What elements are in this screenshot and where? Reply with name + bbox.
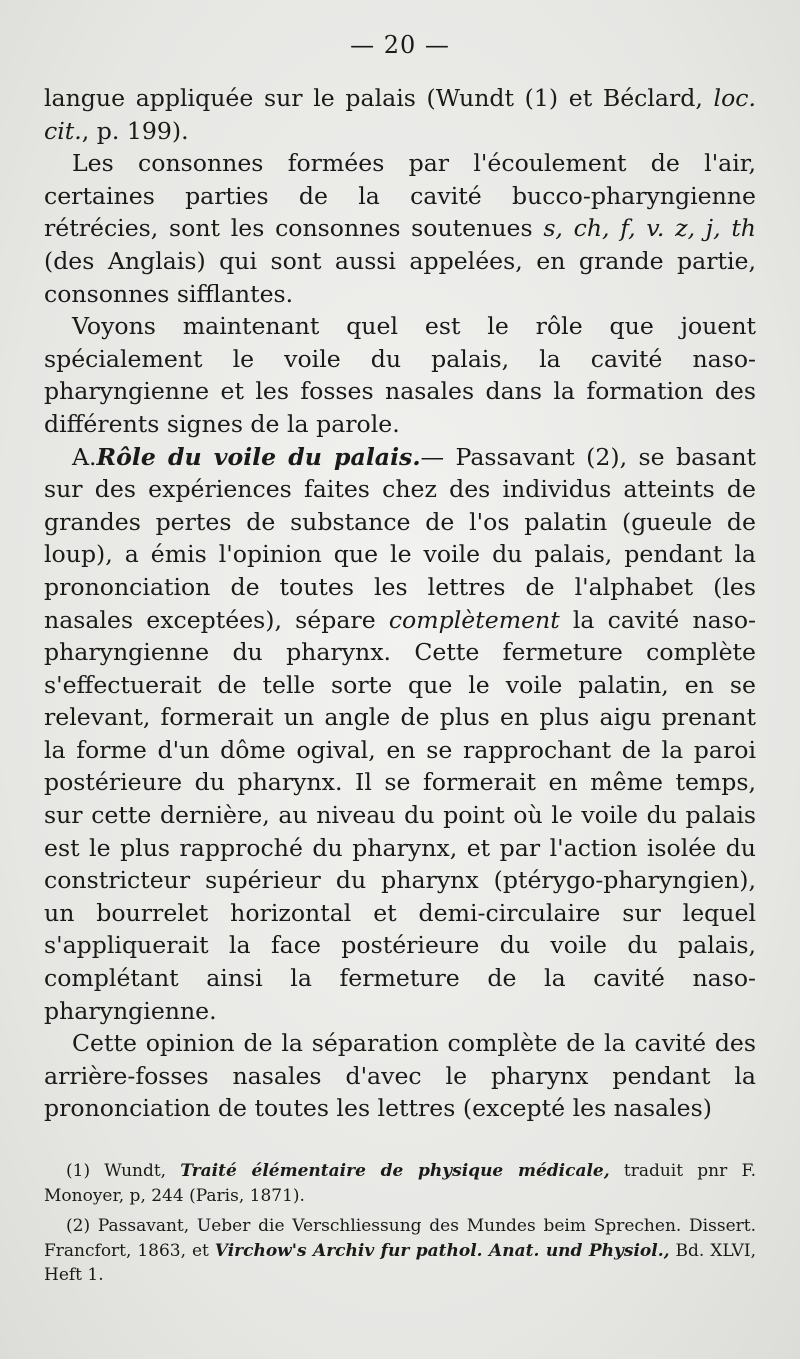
footnotes — [44, 1159, 756, 1288]
footnote-1 — [44, 1159, 756, 1208]
footnote-2-text-b: Bd. XLVI, Heft 1. — [44, 1240, 757, 1285]
section-letter: A. — [72, 442, 97, 471]
footnote-1-text-a: (1) Wundt, — [66, 1161, 181, 1181]
paragraph-4-emphasis: complètement — [388, 605, 560, 634]
paragraph-1-text: langue appliquée sur le palais (Wundt (1) et Béclard, — [44, 84, 714, 112]
body-text — [44, 82, 756, 1125]
footnote-1-text-b: traduit pnr F. Monoyer, p, 244 (Paris, 1871). — [44, 1161, 756, 1206]
footnote-2-title: Virchow's Archiv fur pathol. Anat. und Physiol., — [214, 1240, 670, 1261]
footnote-2-text-a: (2) Passavant, Ueber die Verschliessung des Mundes beim Sprechen. Dissert. Francfort, 1863, et — [44, 1216, 756, 1261]
paragraph-4 — [44, 441, 756, 1028]
section-title: Rôle du voile du palais. — [96, 442, 421, 471]
paragraph-4-text-b: la cavité naso-pharyngienne du pharynx. Cette fermeture complète s'effectuerait de telle sorte que le voile palatin, en se relevant, formerait un angle de plus en plus aigu prenant la forme d'un dôme ogival, en se rapprochant de la paroi postérieure du pharynx. Il se formerait en même temps, sur cette dernière, au niveau du point où le voile du palais est le plus rapproché du pharynx, et par l'action isolée du constricteur supérieur du pharynx (ptérygo-pharyngien), un bourrelet horizontal et demi-circulaire sur lequel s'appliquerait la face postérieure du voile du palais, complétant ainsi la fermeture de la cavité naso-pharyngienne. — [44, 605, 756, 1025]
paragraph-5: Cette opinion de la séparation complète de la cavité des arrière-fosses nasales d'avec le pharynx pendant la prononciation de toutes les lettres (excepté les nasales) — [44, 1029, 756, 1123]
paragraph-2-letters: s, ch, f, v. z, j, th — [543, 214, 756, 243]
paragraph-3: Voyons maintenant quel est le rôle que jouent spécialement le voile du palais, la cavité naso-pharyngienne et les fosses nasales dans la formation des différents signes de la parole. — [44, 312, 756, 438]
paragraph-2-text-b: (des Anglais) qui sont aussi appelées, en grande partie, consonnes sifflantes. — [44, 246, 756, 308]
page-number: — 20 — — [350, 31, 450, 59]
paragraph-4-text-a: — Passavant (2), se basant sur des expériences faites chez des individus atteints de grandes pertes de substance de l'os palatin (gueule de loup), a émis l'opinion que le voile du palais, pendant la prononciation de toutes les lettres de l'alphabet (les nasales exceptées), sépare — [44, 442, 756, 634]
paragraph-2 — [44, 147, 756, 310]
paragraph-1-citation: loc. cit. — [44, 84, 756, 145]
paragraph-2-text-a: Les consonnes formées par l'écoulement de l'air, certaines parties de la cavité bucco-pharyngienne rétrécies, sont les consonnes soutenues — [44, 149, 756, 243]
footnote-2 — [44, 1214, 756, 1288]
footnote-1-title: Traité élémentaire de physique médicale, — [180, 1161, 610, 1181]
paragraph-1-end: , p. 199). — [81, 116, 189, 145]
paragraph-1 — [44, 82, 756, 147]
